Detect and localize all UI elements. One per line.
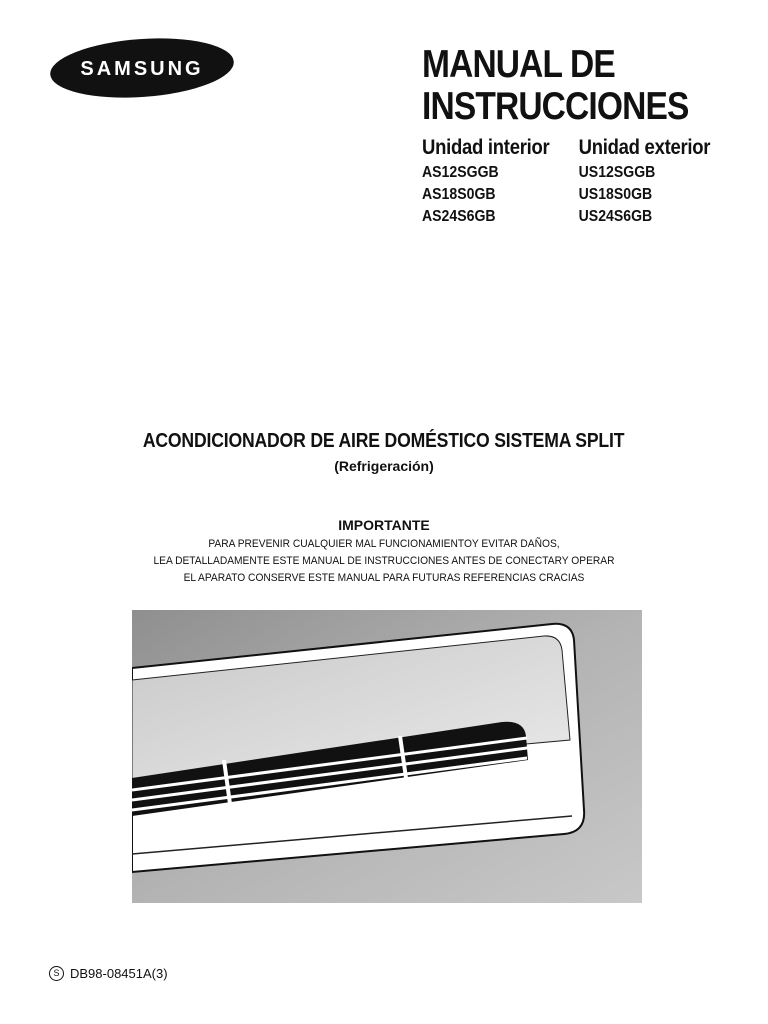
indoor-model: AS24S6GB [422, 208, 496, 225]
outdoor-model: US24S6GB [578, 208, 653, 225]
product-subject [0, 428, 768, 476]
manual-title [422, 44, 688, 128]
unit-models [422, 136, 735, 228]
document-code: DB98-08451A(3) [70, 966, 168, 981]
important-heading: IMPORTANTE [338, 517, 430, 533]
important-line: PARA PREVENIR CUALQUIER MAL FUNCIONAMIENTOY EVITAR DAÑOS, [208, 538, 560, 550]
outdoor-model: US18S0GB [578, 186, 653, 203]
important-notice [0, 516, 768, 587]
important-line: LEA DETALLADAMENTE ESTE MANUAL DE INSTRUCCIONES ANTES DE CONECTARY OPERAR [153, 555, 615, 567]
outdoor-model: US12SGGB [578, 164, 656, 181]
product-subtitle: (Refrigeración) [334, 458, 434, 474]
title-line-1: MANUAL DE [422, 43, 615, 86]
indoor-model: AS18S0GB [422, 186, 496, 203]
s-mark-icon: S [49, 966, 64, 981]
air-conditioner-illustration [132, 610, 642, 903]
document-footer [49, 966, 168, 981]
title-line-2: INSTRUCCIONES [422, 85, 689, 128]
indoor-model: AS12SGGB [422, 164, 499, 181]
outdoor-unit-heading: Unidad exterior [578, 136, 711, 159]
logo-text: SAMSUNG [80, 58, 204, 80]
outdoor-unit-column [579, 136, 736, 228]
indoor-unit-heading: Unidad interior [422, 136, 550, 159]
samsung-logo [49, 38, 235, 98]
product-title: ACONDICIONADOR DE AIRE DOMÉSTICO SISTEMA SPLIT [143, 430, 625, 452]
indoor-unit-column [422, 136, 579, 228]
important-line: EL APARATO CONSERVE ESTE MANUAL PARA FUTURAS REFERENCIAS CRACIAS [183, 572, 585, 584]
